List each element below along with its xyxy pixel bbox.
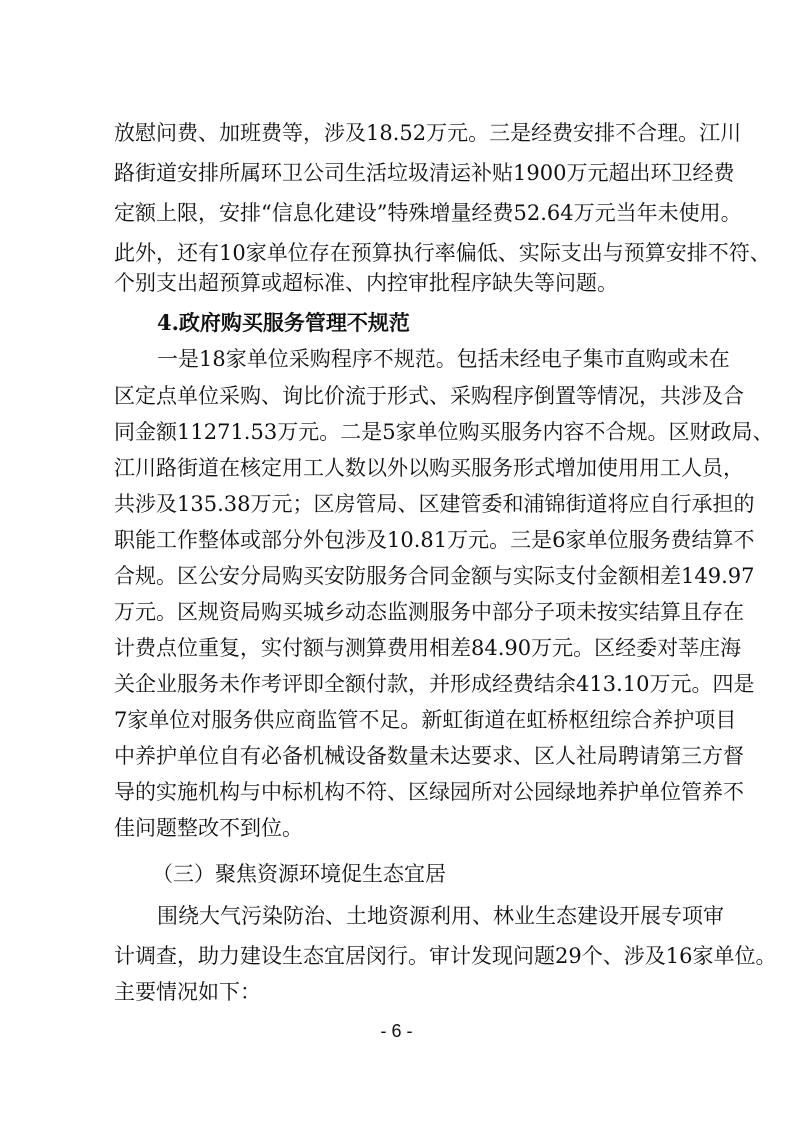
paragraph-line: 此外，还有10家单位存在预算执行率偏低、实际支出与预算安排不符、 [114,241,771,265]
paragraph-line: 路街道安排所属环卫公司生活垃圾清运补贴1900万元超出环卫经费 [114,161,735,185]
paragraph-line: 合规。区公安分局购买安防服务合同金额与实际支付金额相差149.97 [114,564,755,588]
paragraph-line: 同金额11271.53万元。二是5家单位购买服务内容不合规。区财政局、 [114,420,774,444]
paragraph-line: 个别支出超预算或超标准、内控审批程序缺失等问题。 [114,271,618,295]
paragraph-line: 共涉及135.38万元；区房管局、区建管委和浦锦街道将应自行承担的 [114,492,755,516]
paragraph-line: 主要情况如下： [114,980,261,1004]
paragraph-line: 计调查，助力建设生态宜居闵行。审计发现问题29个、涉及16家单位。 [114,944,777,968]
paragraph-line: 佳问题整改不到位。 [114,816,303,840]
paragraph-line: 计费点位重复，实付额与测算费用相差84.90万元。区经委对莘庄海 [114,636,742,660]
section-heading: （三）聚焦资源环境促生态宜居 [152,862,446,886]
paragraph-line: 关企业服务未作考评即全额付款，并形成经费结余413.10万元。四是 [114,672,755,696]
paragraph-line: 江川路街道在核定用工人数以外以购买服务形式增加使用用工人员， [114,456,744,480]
paragraph-line: 导的实施机构与中标机构不符、区绿园所对公园绿地养护单位管养不 [114,780,744,804]
page-number: - 6 - [380,1021,413,1041]
paragraph-line: 职能工作整体或部分外包涉及10.81万元。三是6家单位服务费结算不 [114,528,755,552]
paragraph-line: 放慰问费、加班费等，涉及18.52万元。三是经费安排不合理。江川 [114,121,742,145]
paragraph-line: 围绕大气污染防治、土地资源利用、林业生态建设开展专项审 [157,904,724,928]
paragraph-line: 7家单位对服务供应商监管不足。新虹街道在虹桥枢纽综合养护项目 [114,708,737,732]
paragraph-line: 区定点单位采购、询比价流于形式、采购程序倒置等情况，共涉及合 [114,384,744,408]
paragraph-line: 中养护单位自有必备机械设备数量未达要求、区人社局聘请第三方督 [114,744,744,768]
subsection-heading: 4.政府购买服务管理不规范 [157,310,410,335]
paragraph-line: 定额上限，安排“信息化建设”特殊增量经费52.64万元当年未使用。 [114,201,742,225]
paragraph-line: 一是18家单位采购程序不规范。包括未经电子集市直购或未在 [157,347,730,371]
paragraph-line: 万元。区规资局购买城乡动态监测服务中部分子项未按实结算且存在 [114,600,744,624]
